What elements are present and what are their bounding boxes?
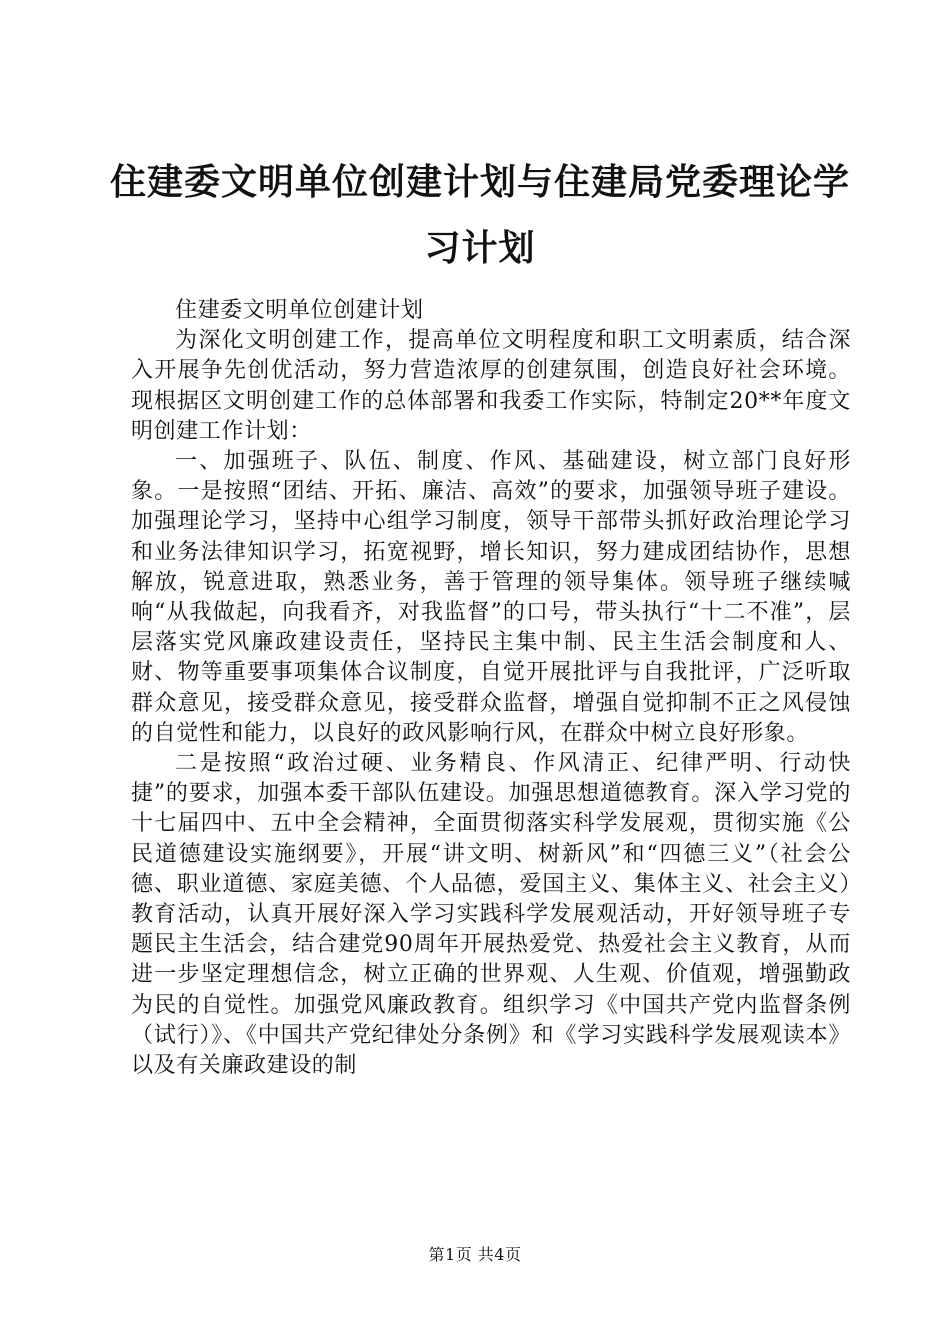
body-paragraph: 二是按照“政治过硬、业务精良、作风清正、纪律严明、行动快捷”的要求，加强本委干部队伍建设。加强思想道德教育。深入学习党的十七届四中、五中全会精神，全面贯彻落实科学发展观，贯彻实施《公民道德建设实施纲要》，开展“讲文明、树新风”和“四德三义”（社会公德、职业道德、家庭美德、个人品德，爱国主义、集体主义、社会主义）教育活动，认真开展好深入学习实践科学发展观活动，开好领导班子专题民主生活会，结合建党90周年开展热爱党、热爱社会主义教育，从而进一步坚定理想信念，树立正确的世界观、人生观、价值观，增强勤政为民的自觉性。加强党风廉政教育。组织学习《中国共产党内监督条例（试行）》、《中国共产党纪律处分条例》和《学习实践科学发展观读本》以及有关廉政建设的制	[131, 751, 851, 1079]
body-paragraph: 为深化文明创建工作，提高单位文明程度和职工文明素质，结合深入开展争先创优活动，努力营造浓厚的创建氛围，创造良好社会环境。现根据区文明创建工作的总体部署和我委工作实际，特制定20**年度文明创建工作计划：	[131, 328, 851, 444]
document-title: 住建委文明单位创建计划与住建局党委理论学习计划	[110, 162, 851, 269]
body-paragraph: 一、加强班子、队伍、制度、作风、基础建设，树立部门良好形象。一是按照“团结、开拓、廉洁、高效”的要求，加强领导班子建设。加强理论学习，坚持中心组学习制度，领导干部带头抓好政治理论学习和业务法律知识学习，拓宽视野，增长知识，努力建成团结协作，思想解放，锐意进取，熟悉业务，善于管理的领导集体。领导班子继续喊响“从我做起，向我看齐，对我监督”的口号，带头执行“十二不准”，层层落实党风廉政建设责任，坚持民主集中制、民主生活会制度和人、财、物等重要事项集体合议制度，自觉开展批评与自我批评，广泛听取群众意见，接受群众意见，接受群众监督，增强自觉抑制不正之风侵蚀的自觉性和能力，以良好的政风影响行风，在群众中树立良好形象。	[131, 449, 851, 746]
section-heading: 住建委文明单位创建计划	[175, 298, 424, 323]
document-body	[131, 296, 851, 1081]
page-number-footer: 第1页 共4页	[428, 1245, 522, 1264]
